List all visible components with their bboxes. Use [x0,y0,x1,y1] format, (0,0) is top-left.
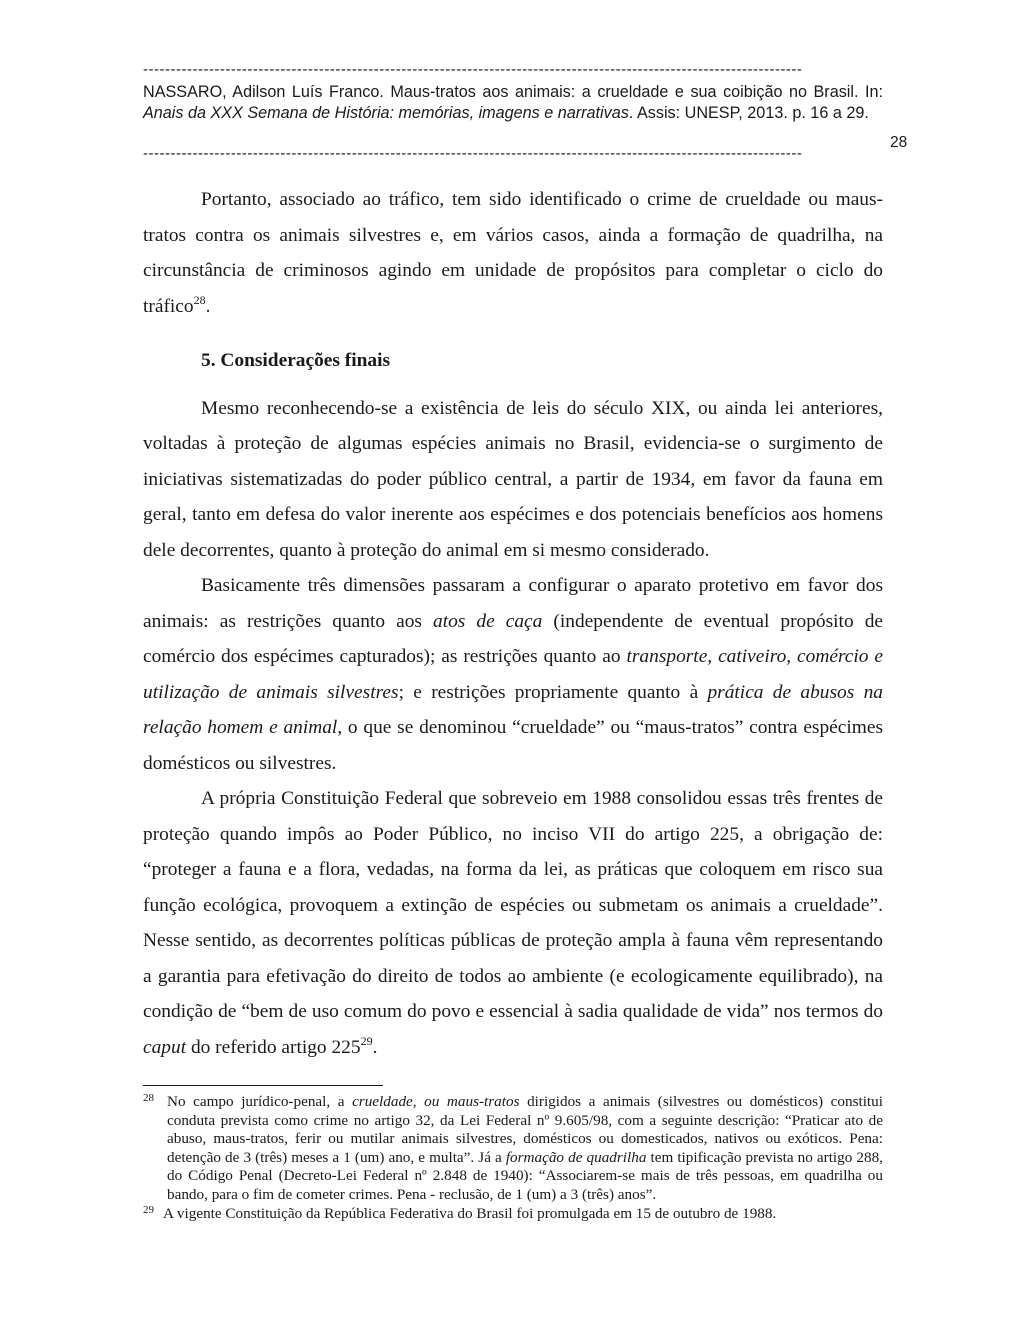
footnote-28-text-a: No campo jurídico-penal, a [167,1093,353,1110]
paragraph-1 [143,182,883,324]
paragraph-3-text-d: , o que se denominou “crueldade” ou “maus-tratos” contra espécimes domésticos ou silvestres. [143,717,883,774]
paragraph-3-italic-b: transporte, cativeiro, comércio e utilização de animais silvestres [143,646,883,703]
paragraph-1-text: Portanto, associado ao tráfico, tem sido identificado o crime de crueldade ou maus-tratos contra os animais silvestres e, em vários casos, ainda a formação de quadrilha, na circunstância de criminosos agindo em unidade de propósitos para completar o ciclo do tráfico [143,189,883,317]
paragraph-3-text-c: ; e restrições propriamente quanto à [398,681,708,703]
header-bottom-dashed-rule: ------------------------------------------------------------------------------------------------------------------------ [143,146,803,162]
footnote-28-italic-a: crueldade, ou maus-tratos [352,1093,520,1110]
paragraph-4-text-b: do referido artigo 225 [186,1036,361,1058]
footnote-29 [143,1205,883,1224]
paragraph-4-end: . [372,1036,378,1058]
paragraph-3-text-b: (independente de eventual propósito de comércio dos espécimes capturados); as restrições quanto ao [143,610,883,667]
footnote-28 [143,1093,883,1205]
section-heading: 5. Considerações finais [201,350,391,371]
citation-italic-title: Anais da XXX Semana de História: memórias, imagens e narrativas [143,104,629,122]
footnote-28-mark: 28 [143,1092,154,1104]
page-number: 28 [890,134,908,151]
citation-text: NASSARO, Adilson Luís Franco. Maus-tratos aos animais: a crueldade e sua coibição no Brasil. In: [143,83,883,101]
footnotes [143,1093,883,1223]
footnote-29-text: A vigente Constituição da República Federativa do Brasil foi promulgada em 15 de outubro de 1988. [163,1204,777,1222]
footnote-ref-28[interactable]: 28 [193,292,206,307]
paragraph-4-italic: caput [143,1036,187,1058]
paragraph-1-end: . [205,295,211,317]
footnote-28-italic-b: formação de quadrilha [505,1148,647,1166]
main-text [143,182,883,1065]
footnote-28-text-b: dirigidos a animais (silvestres ou domésticos) constitui conduta prevista como crime no artigo 32, da Lei Federal nº 9.605/98, com a seguinte descrição: “Praticar ato de abuso, maus-tratos, ferir ou mutilar animais silvestres, domésticos ou domesticados, nativos ou exóticos. Pena: detenção de 3 (três) meses a 1 (um) ano, e multa”. Já a [167,1093,883,1166]
paragraph-4 [143,781,883,1065]
paragraph-4-text-a: A própria Constituição Federal que sobreveio em 1988 consolidou essas três frentes de proteção quando impôs ao Poder Público, no inciso VII do artigo 225, a obrigação de: “proteger a fauna e a flora, vedadas, na forma da lei, as práticas que coloquem em risco sua função ecológica, provoquem a extinção de espécies ou submetam os animais a crueldade”. Nesse sentido, as decorrentes políticas públicas de proteção ampla à fauna vêm representando a garantia para efetivação do direito de todos ao ambiente (e ecologicamente equilibrado), na condição de “bem de uso comum do povo e essencial à sadia qualidade de vida” nos termos do [143,788,883,1022]
paragraph-3 [143,568,883,781]
running-header-citation [143,82,883,124]
paragraph-3-italic-a: atos de caça [433,610,543,632]
footnote-ref-29[interactable]: 29 [360,1033,373,1048]
paragraph-2: Mesmo reconhecendo-se a existência de leis do século XIX, ou ainda lei anteriores, voltadas à proteção de algumas espécies animais no Brasil, evidencia-se o surgimento de iniciativas sistematizadas do poder público central, a partir de 1934, em favor da fauna em geral, tanto em defesa do valor inerente aos espécimes e dos potenciais benefícios aos homens dele decorrentes, quanto à proteção do animal em si mesmo considerado. [143,397,883,561]
citation-text-end: . Assis: UNESP, 2013. p. 16 a 29. [628,104,869,122]
paragraph-3-text-a: Basicamente três dimensões passaram a configurar o aparato protetivo em favor dos animais: as restrições quanto aos [143,575,883,632]
footnote-28-text-c: tem tipificação prevista no artigo 288, do Código Penal (Decreto-Lei Federal nº 2.848 de 1940): “Associarem-se mais de três pessoas, em quadrilha ou bando, para o fim de cometer crimes. Pena - reclusão, de 1 (um) a 3 (três) anos”. [167,1148,883,1203]
paragraph-3-italic-c: prática de abusos na relação homem e animal [143,681,883,738]
footnote-29-mark: 29 [143,1203,154,1216]
footnote-separator [143,1085,383,1086]
header-top-dashed-rule: ------------------------------------------------------------------------------------------------------------------------ [143,62,803,78]
